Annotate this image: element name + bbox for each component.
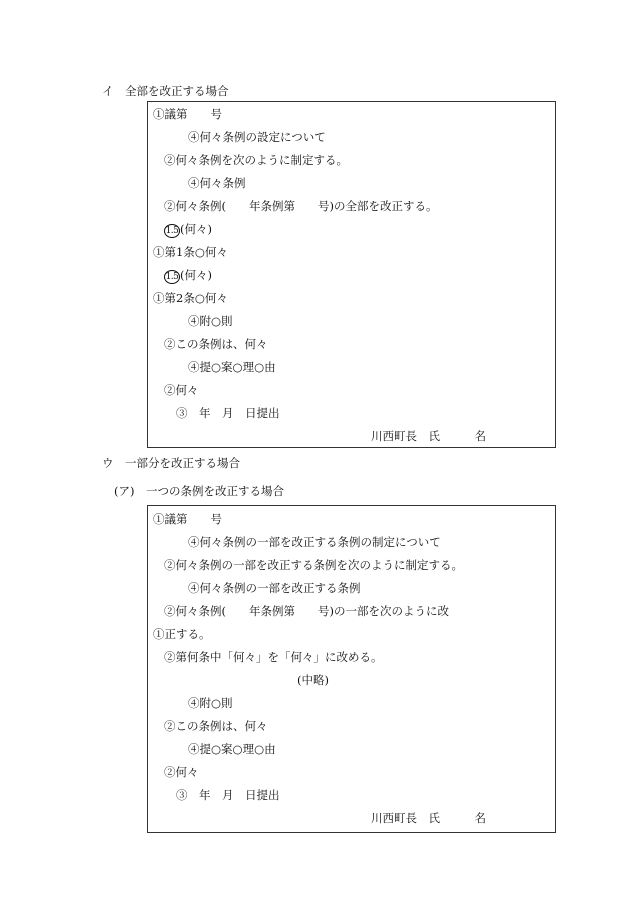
mayor-signature-line: 川西町長 氏 名 bbox=[371, 429, 486, 443]
spacing-mark-icon: 1.5 bbox=[165, 226, 179, 236]
section-heading-i: イ 全部を改正する場合 bbox=[102, 84, 229, 98]
reason-heading: ④提○案○理○由 bbox=[188, 742, 276, 756]
omission-line: (中略) bbox=[297, 673, 329, 687]
mayor-signature-line: 川西町長 氏 名 bbox=[371, 811, 486, 825]
supplementary-line: ②この条例は、何々 bbox=[164, 337, 268, 351]
reason-line: ②何々 bbox=[164, 765, 199, 779]
article-1-line: ①第1条○何々 bbox=[153, 245, 228, 259]
reason-heading: ④提○案○理○由 bbox=[188, 360, 276, 374]
ordinance-title-line: ④何々条例の一部を改正する条例 bbox=[188, 581, 361, 595]
article-caption-2 bbox=[164, 268, 212, 284]
bill-number-line: ①議第 号 bbox=[153, 107, 222, 121]
article-caption-1 bbox=[164, 222, 212, 238]
supplementary-heading: ④附○則 bbox=[188, 696, 233, 710]
ordinance-title-line: ④何々条例 bbox=[188, 176, 246, 190]
template-box-partial-revision bbox=[147, 505, 556, 833]
section-heading-u: ウ 一部分を改正する場合 bbox=[102, 456, 240, 470]
article-caption-text: (何々) bbox=[180, 222, 212, 236]
bill-title-line: ④何々条例の一部を改正する条例の制定について bbox=[188, 535, 441, 549]
supplementary-line: ②この条例は、何々 bbox=[164, 719, 268, 733]
full-revision-line: ②何々条例( 年条例第 号)の全部を改正する。 bbox=[164, 199, 438, 213]
partial-revision-continuation: ①正する。 bbox=[153, 627, 211, 641]
submission-date-line: ③ 年 月 日提出 bbox=[176, 788, 280, 802]
sub-heading-a: (ア) 一つの条例を改正する場合 bbox=[114, 484, 284, 498]
bill-title-line: ④何々条例の設定について bbox=[188, 130, 326, 144]
partial-revision-line: ②何々条例( 年条例第 号)の一部を次のように改 bbox=[164, 604, 449, 618]
reason-line: ②何々 bbox=[164, 383, 199, 397]
enactment-line: ②何々条例の一部を改正する条例を次のように制定する。 bbox=[164, 558, 463, 572]
article-caption-text: (何々) bbox=[180, 268, 212, 282]
supplementary-heading: ④附○則 bbox=[188, 314, 233, 328]
submission-date-line: ③ 年 月 日提出 bbox=[176, 406, 280, 420]
enactment-line: ②何々条例を次のように制定する。 bbox=[164, 153, 348, 167]
spacing-mark-icon: 1.5 bbox=[165, 272, 179, 282]
amendment-line: ②第何条中「何々」を「何々」に改める。 bbox=[164, 650, 383, 664]
bill-number-line: ①議第 号 bbox=[153, 512, 222, 526]
article-2-line: ①第2条○何々 bbox=[153, 291, 228, 305]
